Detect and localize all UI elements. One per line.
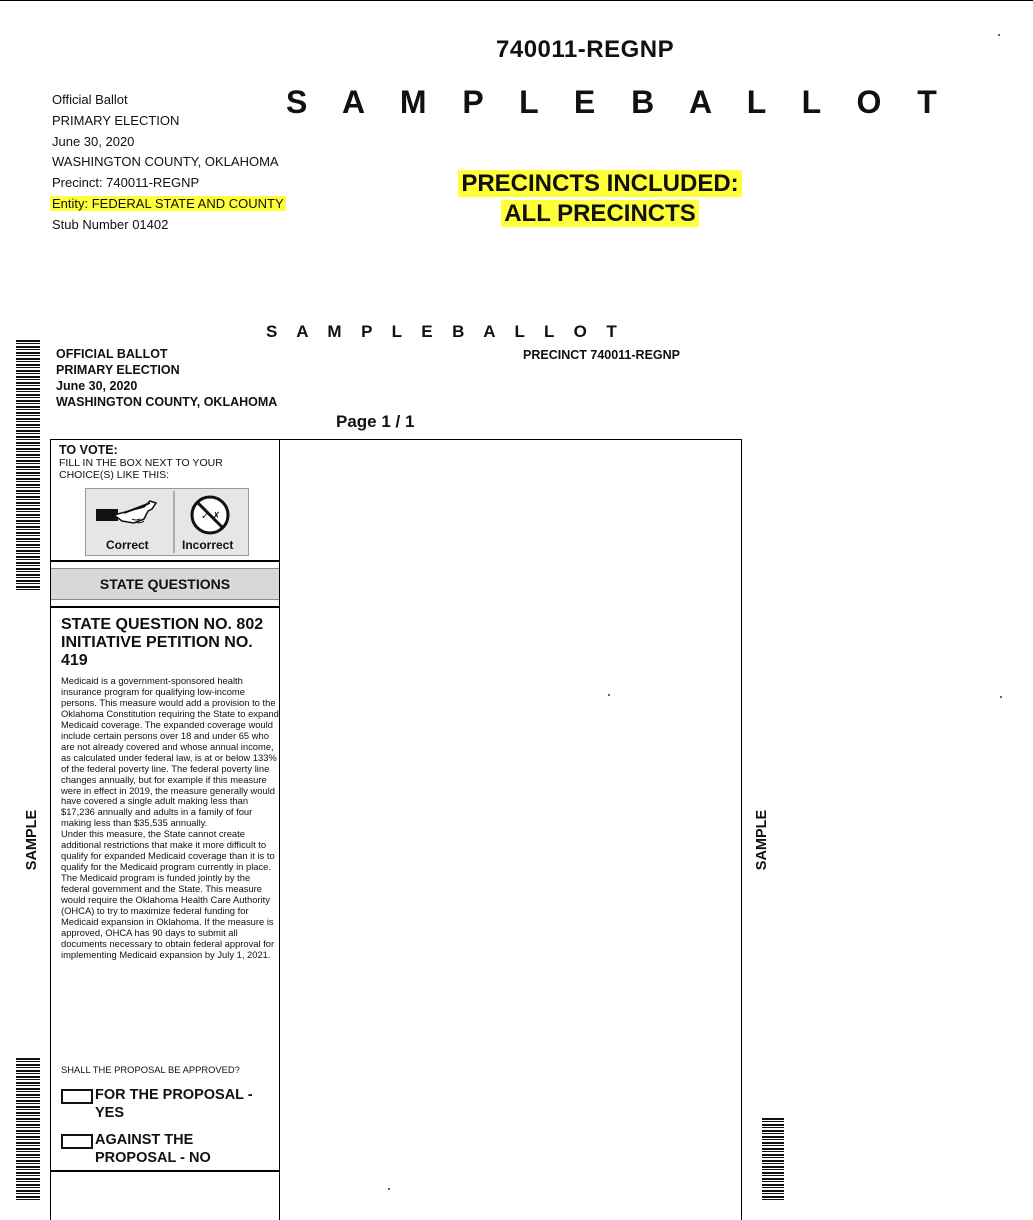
header-line: Precinct: 740011-REGNP <box>52 175 200 191</box>
option-label <box>95 1086 295 1122</box>
ballot-header-line: WASHINGTON COUNTY, OKLAHOMA <box>56 395 278 409</box>
question-title-line: 419 <box>61 652 88 669</box>
instruction-line: FILL IN THE BOX NEXT TO YOUR <box>59 457 223 469</box>
sample-text: SAMPLE <box>24 809 40 871</box>
question-title-line: INITIATIVE PETITION NO. <box>61 634 253 651</box>
marking-example <box>85 488 249 556</box>
ballot-precinct: PRECINCT 740011-REGNP <box>523 348 681 362</box>
ballot-header <box>56 346 277 410</box>
precincts-line: ALL PRECINCTS <box>501 200 699 227</box>
to-vote-heading: TO VOTE: <box>59 443 118 457</box>
scan-speck <box>998 34 1000 36</box>
vote-checkbox[interactable] <box>61 1089 93 1104</box>
question-body <box>61 676 279 961</box>
header-line: June 30, 2020 <box>52 133 135 149</box>
section-rule <box>51 606 279 608</box>
svg-text:✓ ✗: ✓ ✗ <box>201 511 221 522</box>
timing-marks-left-top <box>16 340 40 592</box>
option-label-line: YES <box>95 1105 125 1121</box>
incorrect-label: Incorrect <box>182 538 234 552</box>
option-label-line: FOR THE PROPOSAL - <box>95 1087 253 1103</box>
section-rule <box>51 560 279 562</box>
option-label-line: AGAINST THE <box>95 1132 194 1148</box>
ballot-title: S A M P L E B A L L O T <box>266 322 625 341</box>
stub-number: Stub Number 01402 <box>52 216 169 232</box>
entity-highlight: Entity: FEDERAL STATE AND COUNTY <box>52 195 284 211</box>
sample-label-left <box>10 802 54 878</box>
question-title <box>61 616 276 670</box>
scan-speck <box>608 694 610 696</box>
timing-marks-right-bottom <box>762 1118 784 1200</box>
question-paragraph: Under this measure, the State cannot create additional restrictions that make it more difficult to qualify for expanded Medicaid coverage than it is to qualify for the Medicaid program currently in place. <box>61 828 275 873</box>
question-paragraph: The Medicaid program is funded jointly by the federal government and the State. This measure would require the Oklahoma Health Care Authority (OHCA) to try to maximize federal funding for Medicaid expansion in Oklahoma. If the measure is approved, OHCA has 90 days to submit all documents necessary to obtain federal approval for implementing Medicaid expansion by July 1, 2021. <box>61 872 275 960</box>
instruction-line: CHOICE(S) LIKE THIS: <box>59 469 170 481</box>
option-label-line: PROPOSAL - NO <box>95 1150 211 1166</box>
question-paragraph: Medicaid is a government-sponsored health insurance program for qualifying low-income persons. This measure would add a provision to the Oklahoma Constitution requiring the State to expand Medicaid coverage. The expanded coverage would include certain persons over 18 and under 65 who are not already covered and whose annual income, as calculated under federal law, is at or below 133% of the federal poverty line. The federal poverty line changes annually, but for example if this measure were in effect in 2019, the measure generally would have covered a single adult making less than $17,236 annually and adults in a family of four making less than $35,535 annually. <box>61 675 279 829</box>
question-title-line: STATE QUESTION NO. 802 <box>61 616 264 633</box>
section-heading: STATE QUESTIONS <box>51 568 279 600</box>
timing-marks-left-bottom <box>16 1058 40 1200</box>
page-indicator: Page 1 / 1 <box>336 412 415 431</box>
option-label <box>95 1131 295 1167</box>
vote-checkbox[interactable] <box>61 1134 93 1149</box>
header-line: PRIMARY ELECTION <box>52 112 180 128</box>
scan-speck <box>1000 696 1002 698</box>
top-border-line <box>0 0 1033 1</box>
correct-label: Correct <box>106 538 149 552</box>
sample-ballot-title: S A M P L E B A L L O T <box>286 84 951 120</box>
header-line: Official Ballot <box>52 92 128 107</box>
document-header <box>52 90 286 236</box>
ballot-header-line: PRIMARY ELECTION <box>56 363 180 377</box>
sample-text: SAMPLE <box>754 809 770 871</box>
section-rule <box>51 1170 279 1172</box>
ballot-header-line: OFFICIAL BALLOT <box>56 347 168 361</box>
ballot-frame <box>50 439 742 1220</box>
scan-speck <box>388 1188 390 1190</box>
precincts-line: PRECINCTS INCLUDED: <box>458 170 741 197</box>
header-line: WASHINGTON COUNTY, OKLAHOMA <box>52 154 279 170</box>
sample-label-right <box>740 802 784 878</box>
precincts-included <box>440 169 760 229</box>
approval-question: SHALL THE PROPOSAL BE APPROVED? <box>61 1064 240 1075</box>
ballot-header-line: June 30, 2020 <box>56 379 138 393</box>
vote-instructions <box>59 457 259 481</box>
precinct-code: 740011-REGNP <box>496 36 675 63</box>
